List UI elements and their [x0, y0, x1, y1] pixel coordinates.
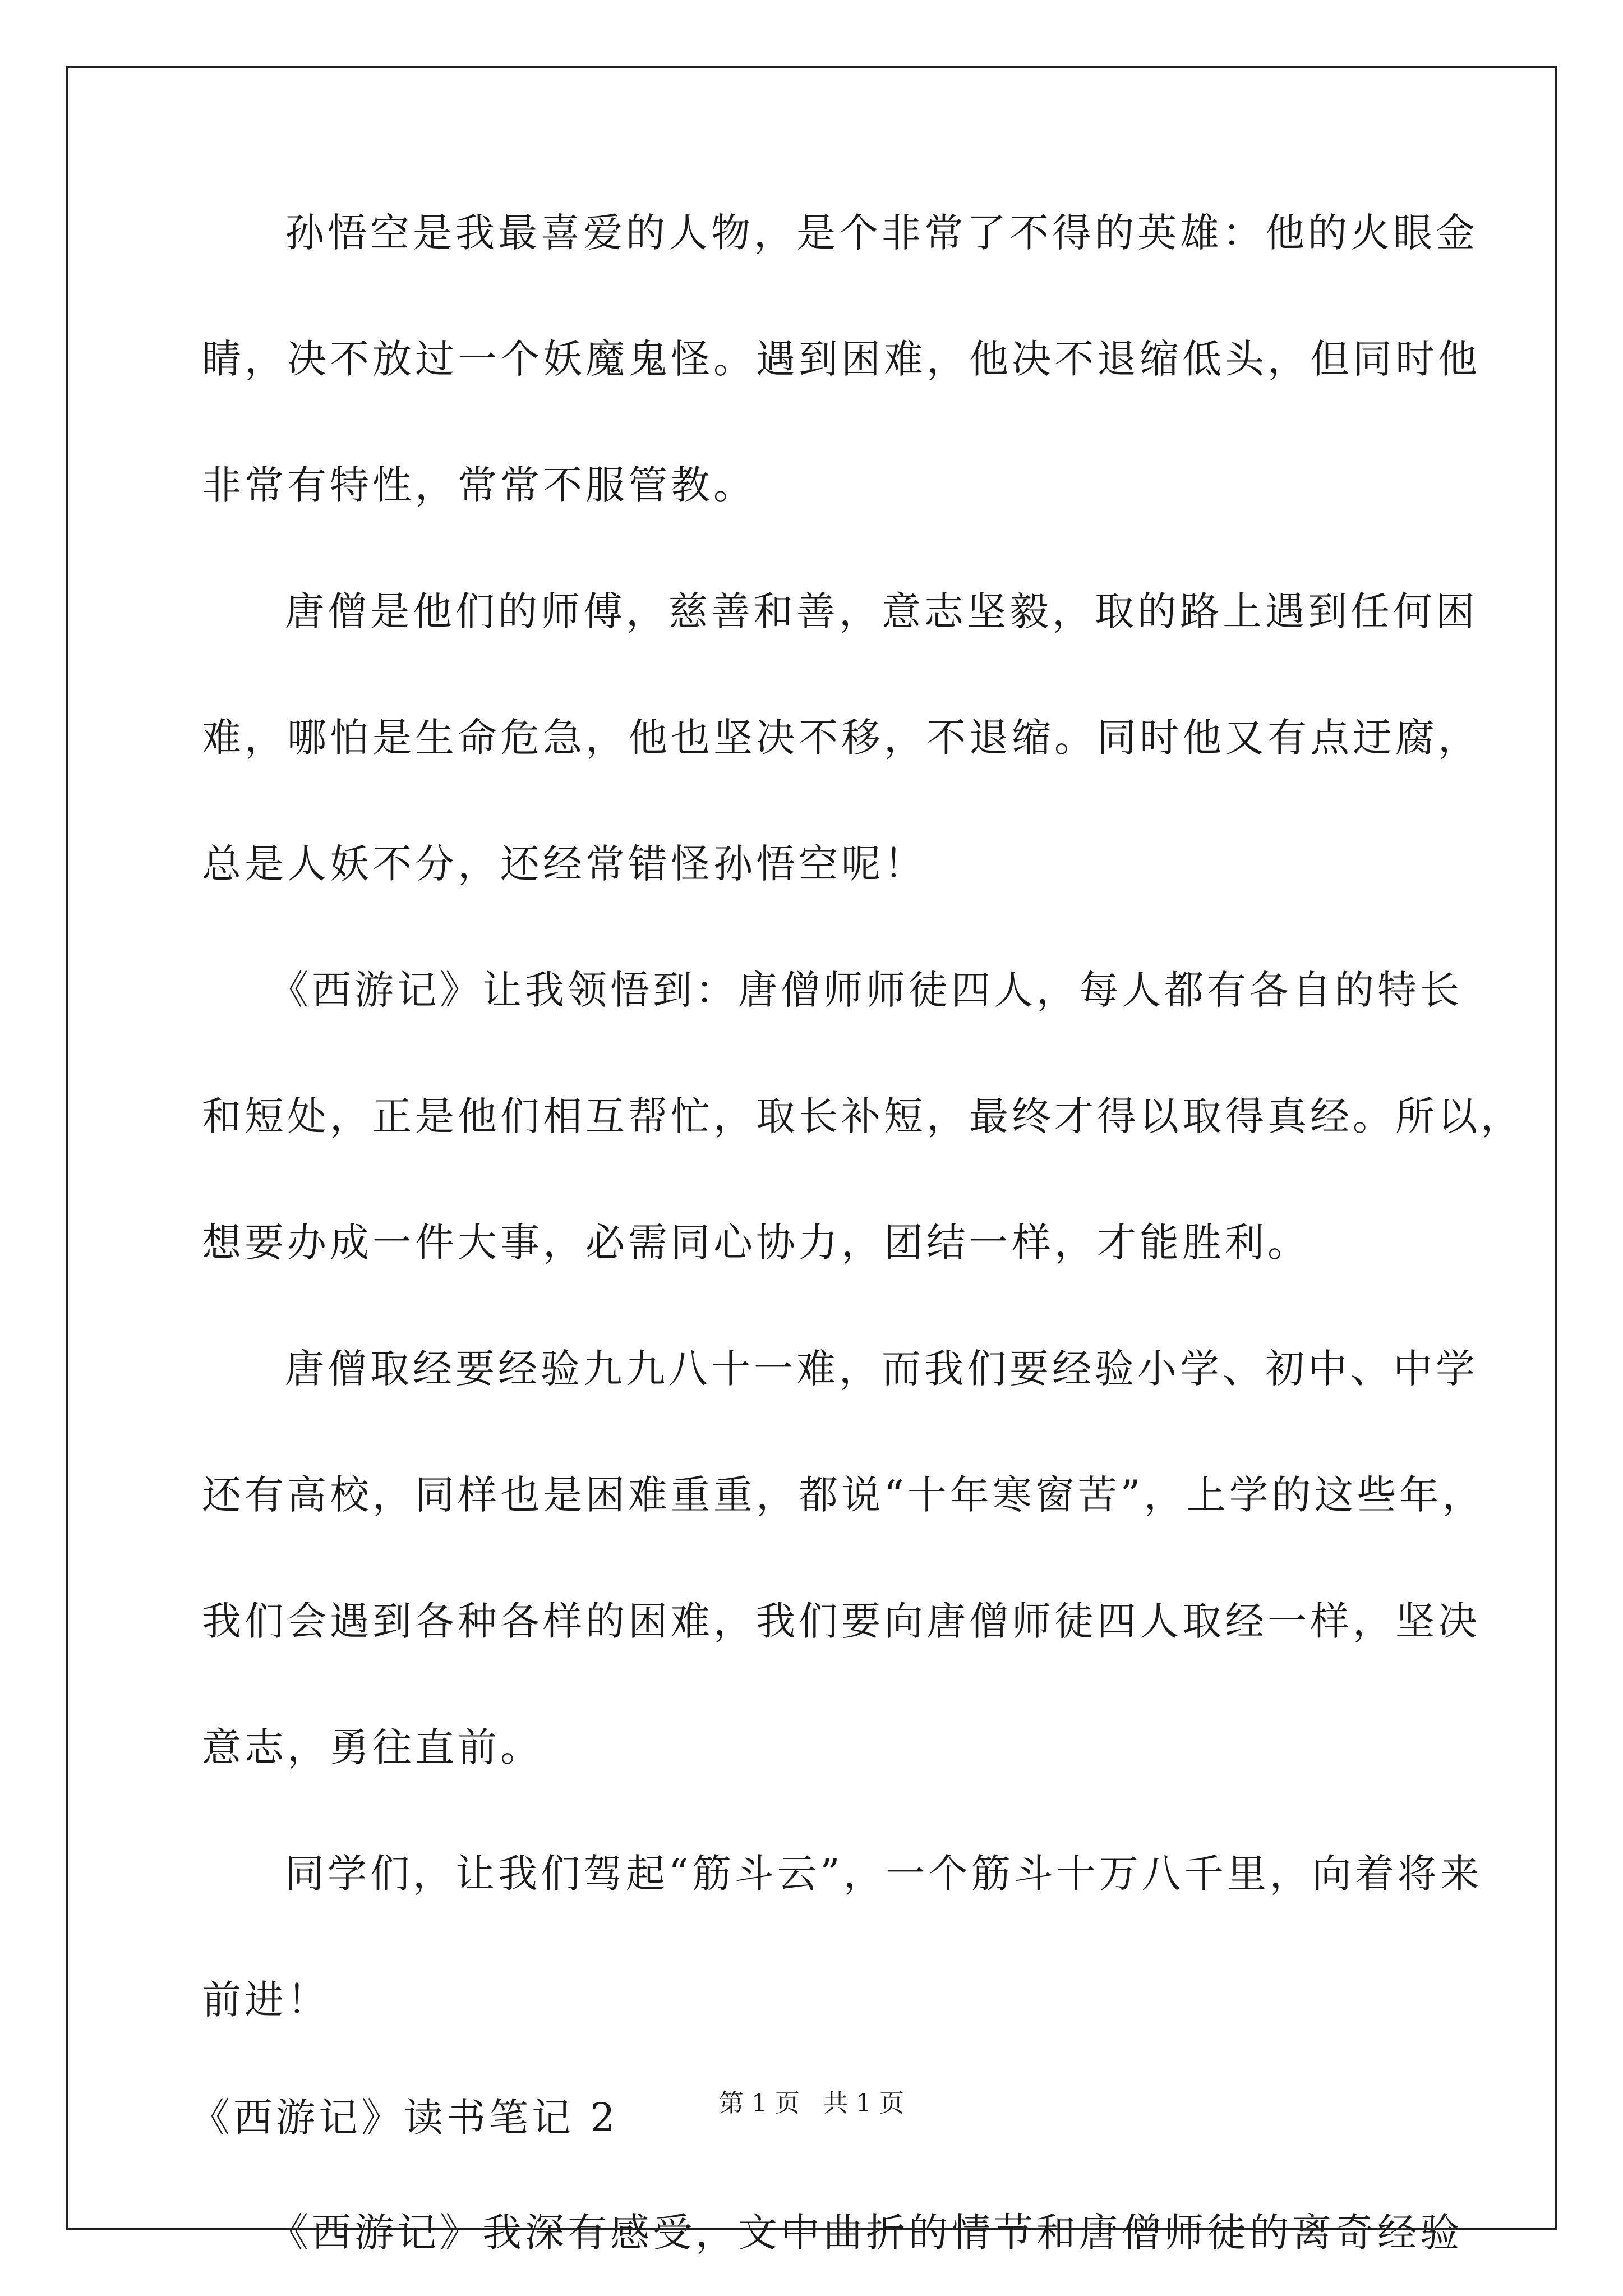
text-line: 和短处，正是他们相互帮忙，取长补短，最终才得以取得真经。所以， — [202, 1093, 1523, 1139]
text-line: 唐僧是他们的师傅，慈善和善，意志坚毅，取的路上遇到任何困 — [285, 588, 1478, 634]
text-line: 《西游记》我深有感受，文中曲折的情节和唐僧师徒的离奇经验 — [269, 2210, 1463, 2256]
text-line: 我们会遇到各种各样的困难，我们要向唐僧师徒四人取经一样，坚决 — [202, 1598, 1481, 1644]
text-line: 前进！ — [202, 1977, 330, 2023]
text-line: 唐僧取经要经验九九八十一难，而我们要经验小学、初中、中学 — [285, 1346, 1478, 1392]
text-line: 难，哪怕是生命危急，他也坚决不移，不退缩。同时他又有点迂腐， — [202, 715, 1481, 761]
text-line: 孙悟空是我最喜爱的人物，是个非常了不得的英雄：他的火眼金 — [285, 210, 1478, 256]
text-line: 总是人妖不分，还经常错怪孙悟空呢！ — [202, 841, 926, 887]
page-footer: 第 1 页 共 1 页 — [719, 2089, 904, 2118]
section-heading: 《西游记》读书笔记 2 — [191, 2095, 619, 2141]
text-line: 同学们，让我们驾起“筋斗云”，一个筋斗十万八千里，向着将来 — [285, 1851, 1483, 1897]
text-line: 还有高校，同样也是困难重重，都说“十年寒窗苦”，上学的这些年， — [202, 1472, 1485, 1518]
page-border — [66, 66, 1557, 2230]
text-line: 非常有特性，常常不服管教。 — [202, 462, 756, 508]
text-line: 意志，勇往直前。 — [202, 1724, 543, 1770]
text-line: 想要办成一件大事，必需同心协力，团结一样，才能胜利。 — [202, 1220, 1310, 1266]
text-line: 睛，决不放过一个妖魔鬼怪。遇到困难，他决不退缩低头，但同时他 — [202, 336, 1481, 382]
text-line: 《西游记》让我领悟到：唐僧师师徒四人，每人都有各自的特长 — [269, 967, 1463, 1013]
